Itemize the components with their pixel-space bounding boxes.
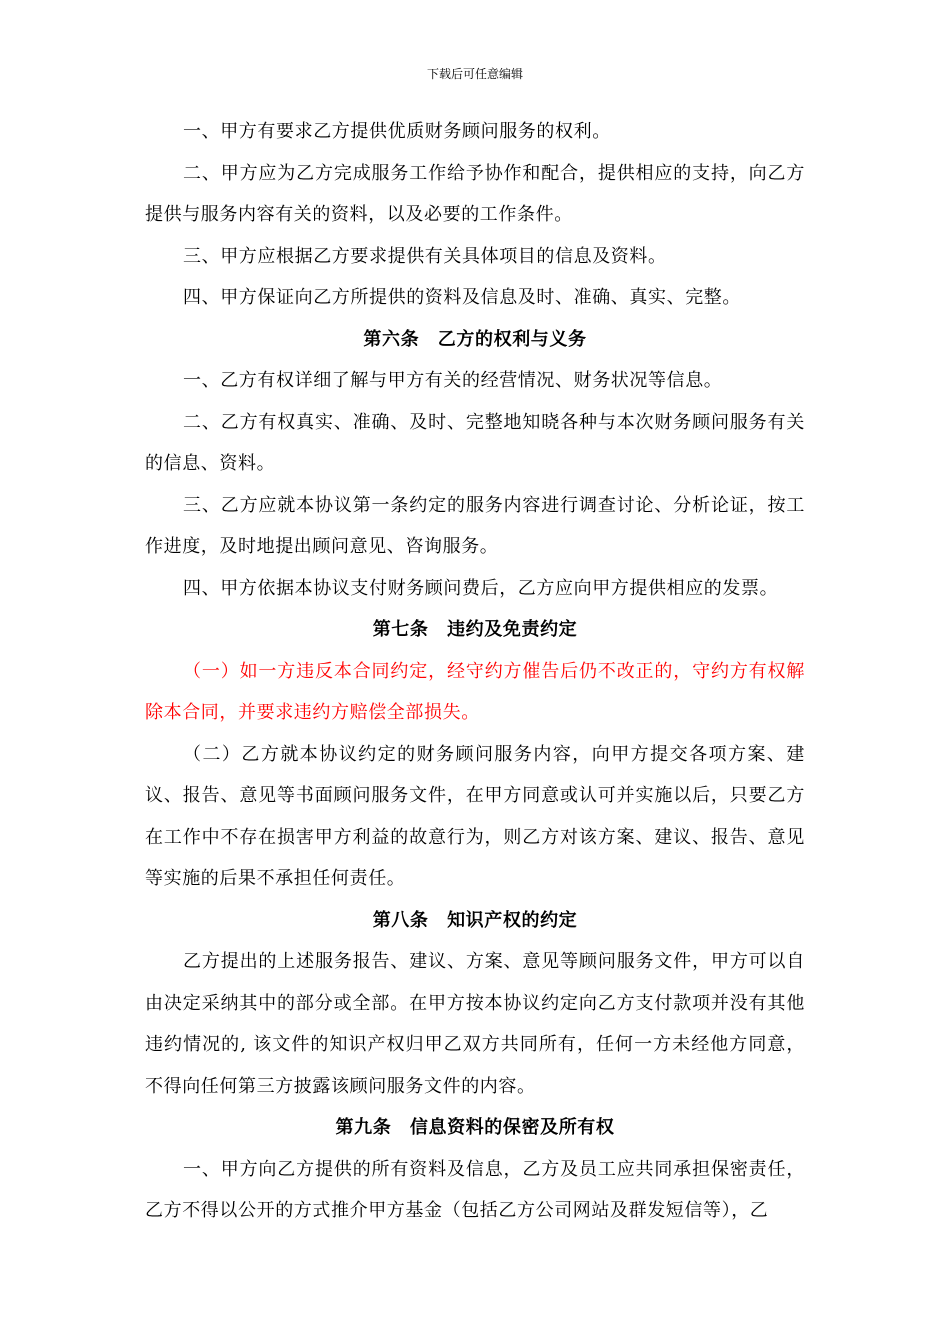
- paragraph-party-b-duty-4: 四、甲方依据本协议支付财务顾问费后，乙方应向甲方提供相应的发票。: [183, 577, 779, 599]
- paragraph-party-a-duty-4: 四、甲方保证向乙方所提供的资料及信息及时、准确、真实、完整。: [183, 287, 741, 308]
- paragraph-party-b-right-1: 一、乙方有权详细了解与甲方有关的经营情况、财务状况等信息。: [183, 370, 723, 391]
- heading-article-8: 第八条 知识产权的约定: [372, 909, 578, 931]
- paragraph-party-b-right-2: 二、乙方有权真实、准确、及时、完整地知晓各种与本次财务顾问服务有关的信息、资料。: [145, 411, 805, 474]
- heading-article-9: 第九条 信息资料的保密及所有权: [335, 1117, 615, 1138]
- paragraph-party-a-duty-2: 二、甲方应为乙方完成服务工作给予协作和配合，提供相应的支持，向乙方提供与服务内容有关的资料，以及必要的工作条件。: [145, 162, 805, 225]
- document-body: [145, 111, 805, 1232]
- paragraph-exemption-clause: （二）乙方就本协议约定的财务顾问服务内容，向甲方提交各项方案、建议、报告、意见等书面顾问服务文件，在甲方同意或认可并实施以后，只要乙方在工作中不存在损害甲方利益的故意行为，则乙方对该方案、建议、报告、意见等实施的后果不承担任何责任。: [145, 743, 805, 889]
- heading-article-7: 第七条 违约及免责约定: [372, 619, 578, 640]
- paragraph-party-a-duty-3: 三、甲方应根据乙方要求提供有关具体项目的信息及资料。: [183, 245, 667, 267]
- heading-article-6: 第六条 乙方的权利与义务: [363, 328, 587, 350]
- page-header-note: 下载后可任意编辑: [426, 67, 523, 81]
- paragraph-party-b-duty-3: 三、乙方应就本协议第一条约定的服务内容进行调查讨论、分析论证，按工作进度，及时地提出顾问意见、咨询服务。: [145, 494, 805, 557]
- paragraph-breach-clause-red: （一）如一方违反本合同约定，经守约方催告后仍不改正的，守约方有权解除本合同，并要求违约方赔偿全部损失。: [145, 660, 805, 723]
- paragraph-party-a-right-1: 一、甲方有要求乙方提供优质财务顾问服务的权利。: [183, 121, 611, 142]
- paragraph-ip-clause: 乙方提出的上述服务报告、建议、方案、意见等顾问服务文件，甲方可以自由决定采纳其中的部分或全部。在甲方按本协议约定向乙方支付款项并没有其他违约情况的, 该文件的知识产权归甲乙双方共同所有，任何一方未经他方同意，不得向任何第三方披露该顾问服务文件的内容。: [145, 951, 805, 1097]
- paragraph-confidentiality-1: 一、甲方向乙方提供的所有资料及信息，乙方及员工应共同承担保密责任，乙方不得以公开的方式推介甲方基金（包括乙方公司网站及群发短信等），乙: [145, 1158, 805, 1221]
